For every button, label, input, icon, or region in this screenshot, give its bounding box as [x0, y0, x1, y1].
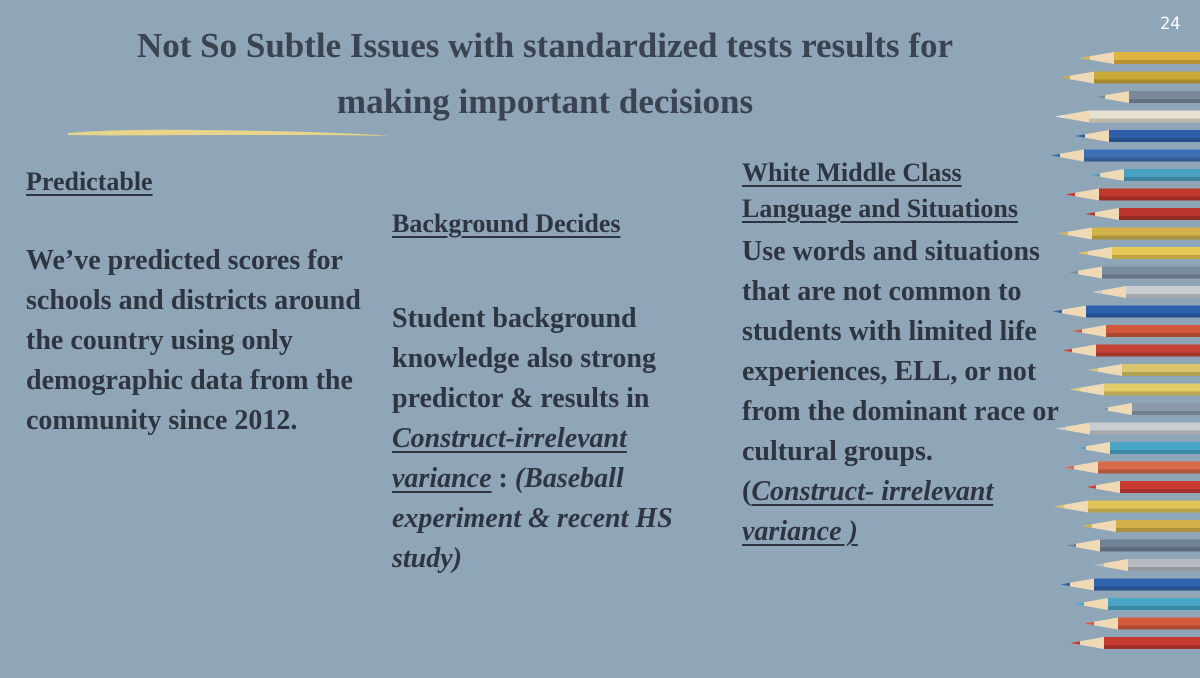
background-body-intro: Student background knowledge also strong predictor & results in — [392, 303, 656, 414]
pencil-icon — [1092, 286, 1200, 298]
column-predictable — [26, 167, 376, 441]
pencil-icon — [1056, 423, 1200, 435]
decorative-colored-pencils — [1050, 40, 1200, 660]
pencil-icon — [1050, 150, 1200, 162]
slide-title — [40, 18, 1050, 130]
pencil-icon — [1064, 462, 1200, 474]
construct-irrelevant-variance-term-2: Construct- irrelevant variance ) — [742, 476, 994, 547]
construct-irrelevant-variance-term: Construct-irrelevant variance — [392, 423, 627, 494]
pencil-icon — [1070, 637, 1200, 649]
pencil-icon — [1060, 579, 1200, 591]
pencil-icon — [1078, 247, 1200, 259]
predictable-heading: Predictable — [26, 167, 153, 196]
pencil-icon — [1075, 130, 1200, 142]
white-middle-class-body — [742, 232, 1072, 552]
slide-number: 24 — [1160, 14, 1181, 34]
pencil-icon — [1084, 618, 1200, 630]
background-heading: Background Decides — [392, 209, 621, 238]
pencil-icon — [1094, 559, 1200, 571]
pencil-icon — [1054, 501, 1200, 513]
heading-line-1: White Middle Class — [742, 158, 962, 187]
pencil-icon — [1058, 228, 1200, 240]
column-background-decides — [392, 209, 712, 579]
pencil-icon — [1065, 189, 1200, 201]
predictable-body: We’ve predicted scores for schools and districts around the country using only demographic data from the community since 2012. — [26, 245, 361, 436]
background-body — [392, 299, 712, 579]
pencil-icon — [1098, 403, 1200, 415]
pencil-icon — [1085, 208, 1200, 220]
decorative-brush-stroke — [68, 126, 398, 140]
pencil-icon — [1086, 481, 1200, 493]
pencil-icon — [1062, 345, 1200, 357]
pencil-icon — [1066, 540, 1200, 552]
background-note: (Baseball experiment & recent HS study) — [392, 463, 673, 574]
title-line-2: making important decisions — [336, 82, 754, 121]
white-middle-class-heading — [742, 155, 1072, 227]
title-line-1: Not So Subtle Issues with standardized tests results for — [136, 26, 954, 65]
pencil-icon — [1055, 111, 1200, 123]
heading-line-2: Language and Situations — [742, 194, 1018, 223]
paren-open: ( — [742, 476, 752, 507]
pencil-icon — [1076, 442, 1200, 454]
pencil-icon — [1052, 306, 1200, 318]
pencil-icon — [1090, 169, 1200, 181]
pencil-icon — [1095, 91, 1200, 103]
pencil-icon — [1070, 384, 1200, 396]
pencil-icon — [1068, 267, 1200, 279]
column-white-middle-class — [742, 155, 1072, 552]
pencil-icon — [1072, 325, 1200, 337]
white-middle-class-body-text: Use words and situations that are not common to students with limited life experiences, ELL, or not from the dominant race or cultural groups. — [742, 236, 1059, 467]
pencil-icon — [1060, 72, 1200, 84]
pencil-icon — [1088, 364, 1200, 376]
background-colon: : — [491, 463, 508, 494]
pencil-icon — [1080, 52, 1200, 64]
pencil-icon — [1074, 598, 1200, 610]
pencil-icon — [1082, 520, 1200, 532]
